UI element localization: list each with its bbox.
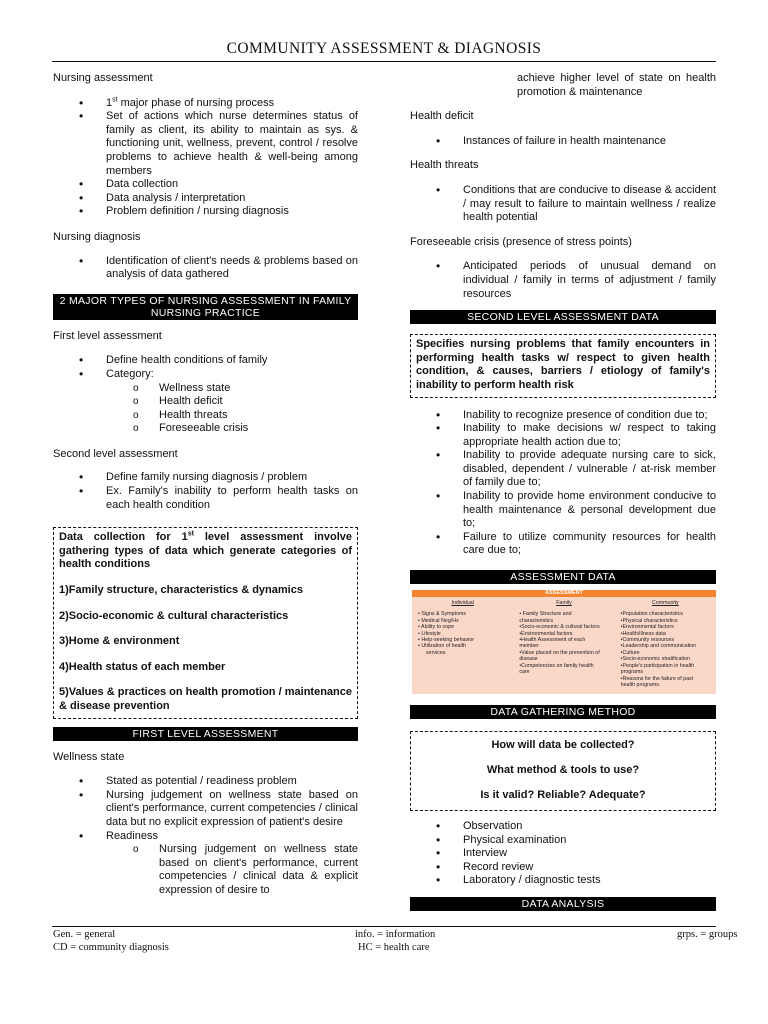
list-item: • Observation [463,820,716,834]
crisis-heading: Foreseeable crisis (presence of stress points) [410,235,632,248]
list-item: • 1st major phase of nursing process [106,97,358,111]
list-item: • Problem definition / nursing diagnosis [106,205,358,219]
list-item: • Define family nursing diagnosis / problem [106,471,358,485]
list-item: • Interview [463,847,716,861]
list-item: • Laboratory / diagnostic tests [463,874,716,888]
list-item: • Anticipated periods of unusual demand on individual / family in terms of adjustment / family resources [463,260,716,301]
data-category-1: 1)Family structure, characteristics & dynamics [59,584,303,597]
list-item: • Stated as potential / readiness problem [106,775,358,789]
wellness-heading: Wellness state [53,750,125,763]
footer-hc: HC = health care [358,942,430,953]
list-item: • Physical examination [463,834,716,848]
continued-text: achieve higher level of state on health promotion & maintenance [517,72,716,98]
list-item: • Inability to provide adequate nursing care to sick, disabled, dependent / vulnerable / at-risk member of family due to; [463,449,716,490]
health-deficit-list [463,135,716,149]
list-item: • Nursing judgement on wellness state based on client's performance, current competencies / clinical data but no explicit expression of patient's desire [106,789,358,830]
data-gathering-questions-box [410,731,716,811]
category-sublist [159,382,358,436]
first-level-heading: First level assessment [53,329,162,342]
list-item: • Inability to recognize presence of condition due to; [463,409,716,423]
footer-rule [52,926,716,927]
data-collection-intro: Data collection for 1st level assessment involve gathering types of data which generate categories of health conditions [59,530,352,571]
list-item: • Conditions that are conducive to disease & accident / may result to failure to maintain wellness / realize health potential [463,184,716,225]
data-collection-box [53,527,358,718]
list-item: • Set of actions which nurse determines status of family as client, its ability to maintain as sys. & functioning unit, wellness, prevent, control / resolve problems to achieve health & well-being among members [106,110,358,178]
data-category-4: 4)Health status of each member [59,660,226,673]
health-threats-list [463,184,716,225]
second-level-list [106,471,358,512]
data-category-3: 3)Home & environment [59,635,180,648]
list-item: • Readiness [106,830,358,844]
right-column [410,72,716,911]
list-item: o Health deficit [159,395,358,409]
nursing-assessment-heading: Nursing assessment [53,72,153,84]
data-category-5: 5)Values & practices on health promotion / maintenance & disease prevention [59,686,352,712]
list-item: • Identification of client's needs & problems based on analysis of data gathered [106,255,358,282]
assessment-column-individual: Individual • Signs & Symptoms • Medical Neg/Hx • Ability to cope • Lifestyle • Help-seeking behavior • Utilization of health services [418,600,475,656]
readiness-sublist [159,843,358,897]
footer-grps: grps. = groups [677,929,738,940]
list-item: • Failure to utilize community resources for health care due to; [463,531,716,558]
list-item: o Foreseeable crisis [159,422,358,436]
question-1: How will data be collected? [491,739,635,752]
data-category-2: 2)Socio-economic & cultural characteristics [59,609,289,622]
assessment-image-columns [412,597,716,688]
list-item: • Record review [463,861,716,875]
assessment-image-title: ASSESSMENT [412,590,716,597]
list-item: • Instances of failure in health maintenance [463,135,716,149]
page-title: COMMUNITY ASSESSMENT & DIAGNOSIS [226,40,542,57]
first-level-list [106,354,358,381]
crisis-list [463,260,716,301]
health-deficit-heading: Health deficit [410,110,474,123]
nursing-diagnosis-heading: Nursing diagnosis [53,230,141,243]
inability-list [463,409,716,559]
list-item: • Ex. Family's inability to perform health tasks on each health condition [106,485,358,512]
assessment-column-family: Family • Family Structure and characteristics •Socio-economic & cultural factors •Environmental factors •Health Assessment of each member •Value placed on the prevention of disease •Competencies on family health care [519,600,600,676]
list-item: o Health threats [159,409,358,423]
second-level-heading: Second level assessment [53,447,178,460]
list-item: o Wellness state [159,382,358,396]
footer-gen: Gen. = general [53,929,116,940]
wellness-list [106,775,358,843]
data-analysis-bar: DATA ANALYSIS [410,897,716,911]
list-item: • Category: [106,368,358,382]
second-level-box: Specifies nursing problems that family encounters in performing health tasks w/ respect to given health condition, & causes, barriers / etiology of family's inability to perform health risk [410,334,716,397]
question-3: Is it valid? Reliable? Adequate? [480,788,646,801]
nursing-assessment-list [106,97,358,219]
assessment-image [412,590,716,694]
title-rule [52,61,716,62]
first-level-bar: FIRST LEVEL ASSESSMENT [53,727,358,741]
assessment-column-community: Community •Population characteristics •Physical characteristics •Environmental factors •Health/illness data •Community resources •Leadership and communication •Culture •Socio-economic stratification •People's participation in health programs •Reasons for the failure of past health programs. [620,600,697,688]
list-item: • Inability to provide home environment conducive to health maintenance & personal development due to; [463,490,716,531]
list-item: • Define health conditions of family [106,354,358,368]
left-column [53,72,358,898]
second-level-data-bar: SECOND LEVEL ASSESSMENT DATA [410,310,716,324]
gathering-methods-list [463,820,716,888]
question-2: What method & tools to use? [486,763,640,776]
footer-cd: CD = community diagnosis [53,942,169,953]
types-section-bar: 2 MAJOR TYPES OF NURSING ASSESSMENT IN FAMILY NURSING PRACTICE [53,294,358,320]
health-threats-heading: Health threats [410,159,479,172]
nursing-diagnosis-list [106,255,358,282]
assessment-data-bar: ASSESSMENT DATA [410,570,716,584]
list-item: • Data collection [106,178,358,192]
footer-info: info. = information [355,929,436,940]
list-item: • Data analysis / interpretation [106,192,358,206]
list-item: o Nursing judgement on wellness state based on client's performance, current competencies / clinical data & explicit expression of desire to [159,843,358,897]
list-item: • Inability to make decisions w/ respect to taking appropriate health action due to; [463,422,716,449]
data-gathering-bar: DATA GATHERING METHOD [410,705,716,719]
